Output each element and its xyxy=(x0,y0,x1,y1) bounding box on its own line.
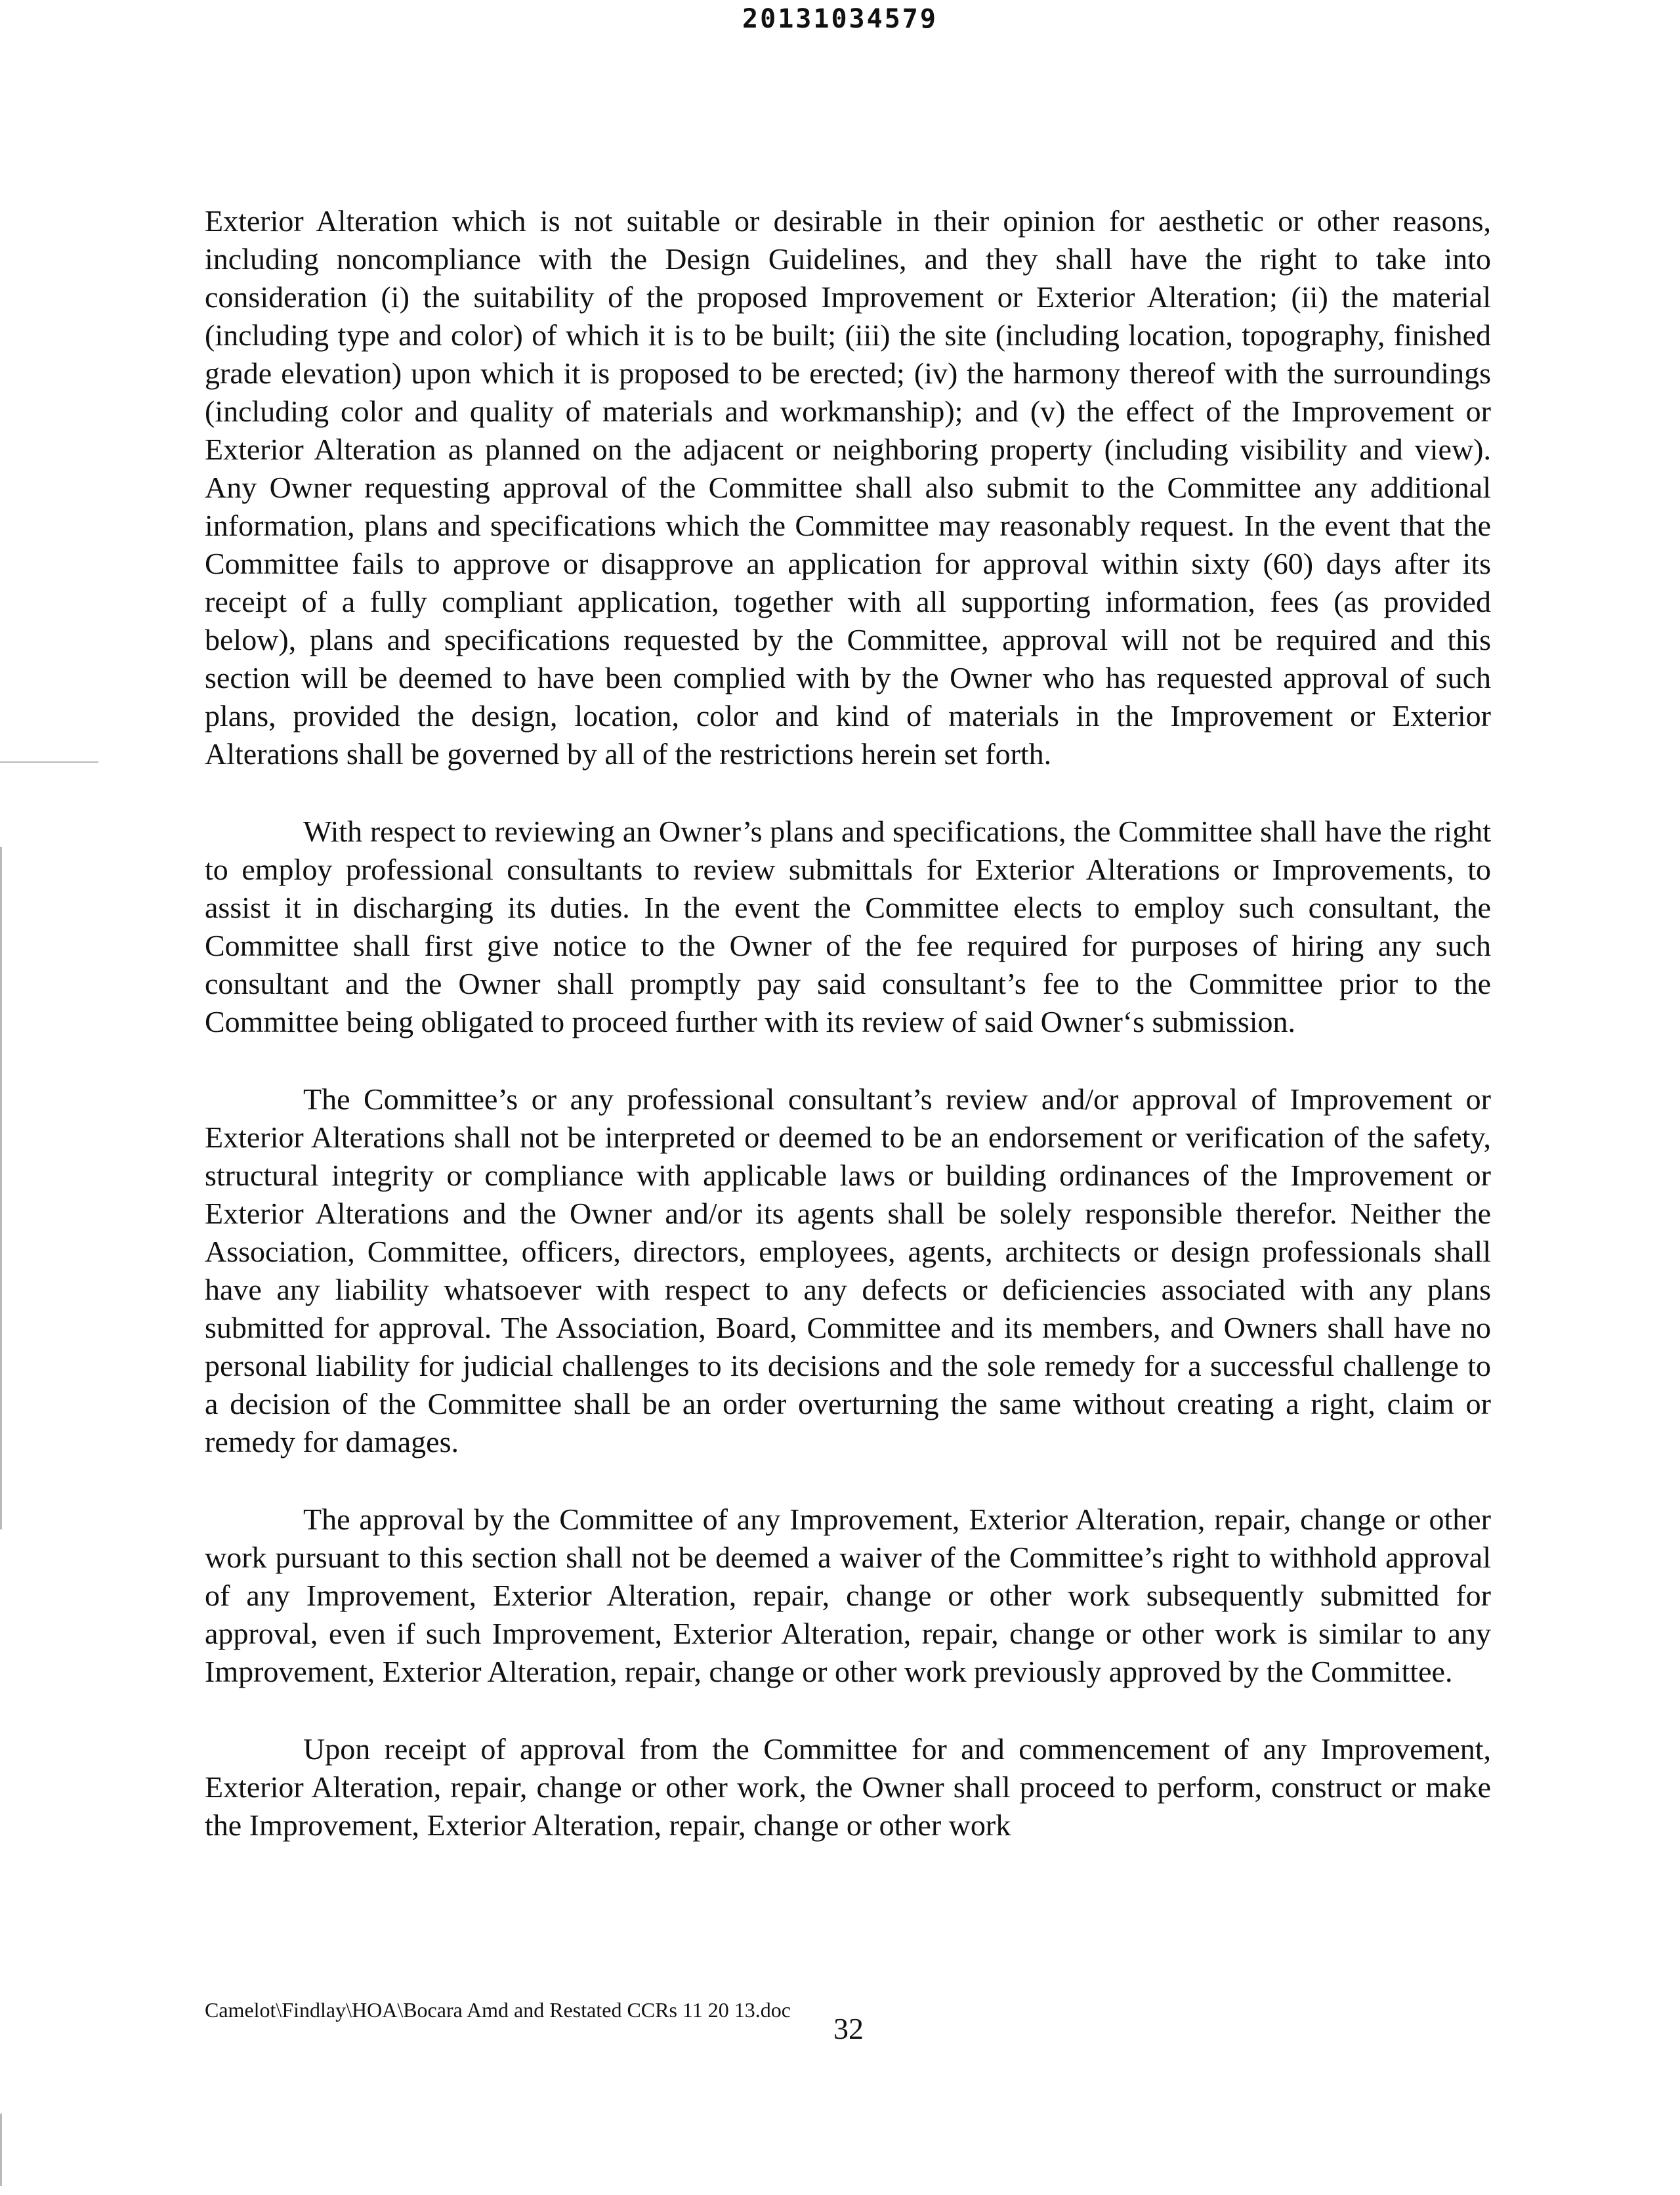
scan-artifact-mark xyxy=(0,2114,2,2186)
paragraph-continuation: Exterior Alteration which is not suitable or desirable in their opinion for aesthetic or other reasons, including noncompliance with the Design Guidelines, and they shall have the right to take into consideration (i) the suitability of the proposed Improvement or Exterior Alteration; (ii) the material (including type and color) of which it is to be built; (iii) the site (including location, topography, finished grade elevation) upon which it is proposed to be erected; (iv) the harmony thereof with the surroundings (including color and quality of materials and workmanship); and (v) the effect of the Improvement or Exterior Alteration as planned on the adjacent or neighboring property (including visibility and view). Any Owner requesting approval of the Committee shall also submit to the Committee any additional information, plans and specifications which the Committee may reasonably request. In the event that the Committee fails to approve or disapprove an application for approval within sixty (60) days after its receipt of a fully compliant application, together with all supporting information, fees (as provided below), plans and specifications requested by the Committee, approval will not be required and this section will be deemed to have been complied with by the Owner who has requested approval of such plans, provided the design, location, color and kind of materials in the Improvement or Exterior Alterations shall be governed by all of the restrictions herein set forth. xyxy=(205,204,1491,771)
paragraph-upon-receipt: Upon receipt of approval from the Committee for and commencement of any Improvement, Exterior Alteration, repair, change or other work, the Owner shall proceed to perform, construct or make the Improvement, Exterior Alteration, repair, change or other work xyxy=(205,1732,1491,1842)
document-number: 20131034579 xyxy=(742,4,938,34)
footer-file-path: Camelot\Findlay\HOA\Bocara Amd and Restated CCRs 11 20 13.doc xyxy=(205,1998,791,2022)
page-number: 32 xyxy=(833,2012,864,2045)
scan-artifact-mark xyxy=(0,761,98,763)
paragraph-no-waiver: The approval by the Committee of any Improvement, Exterior Alteration, repair, change or other work pursuant to this section shall not be deemed a waiver of the Committee’s right to withhold approval of any Improvement, Exterior Alteration, repair, change or other work subsequently submitted for approval, even if such Improvement, Exterior Alteration, repair, change or other work is similar to any Improvement, Exterior Alteration, repair, change or other work previously approved by the Committee. xyxy=(205,1502,1491,1688)
paragraph-consultants: With respect to reviewing an Owner’s plans and specifications, the Committee shall have the right to employ professional consultants to review submittals for Exterior Alterations or Improvements, to assist it in discharging its duties. In the event the Committee elects to employ such consultant, the Committee shall first give notice to the Owner of the fee required for purposes of hiring any such consultant and the Owner shall promptly pay said consultant’s fee to the Committee prior to the Committee being obligated to proceed further with its review of said Owner‘s submission. xyxy=(205,815,1491,1038)
document-body xyxy=(205,202,1491,1884)
scan-artifact-mark xyxy=(0,847,2,1529)
paragraph-liability: The Committee’s or any professional consultant’s review and/or approval of Improvement or Exterior Alterations shall not be interpreted or deemed to be an endorsement or verification of the safety, structural integrity or compliance with applicable laws or building ordinances of the Improvement or Exterior Alterations and the Owner and/or its agents shall be solely responsible therefor. Neither the Association, Committee, officers, directors, employees, agents, architects or design professionals shall have any liability whatsoever with respect to any defects or deficiencies associated with any plans submitted for approval. The Association, Board, Committee and its members, and Owners shall have no personal liability for judicial challenges to its decisions and the sole remedy for a successful challenge to a decision of the Committee shall be an order overturning the same without creating a right, claim or remedy for damages. xyxy=(205,1082,1491,1459)
